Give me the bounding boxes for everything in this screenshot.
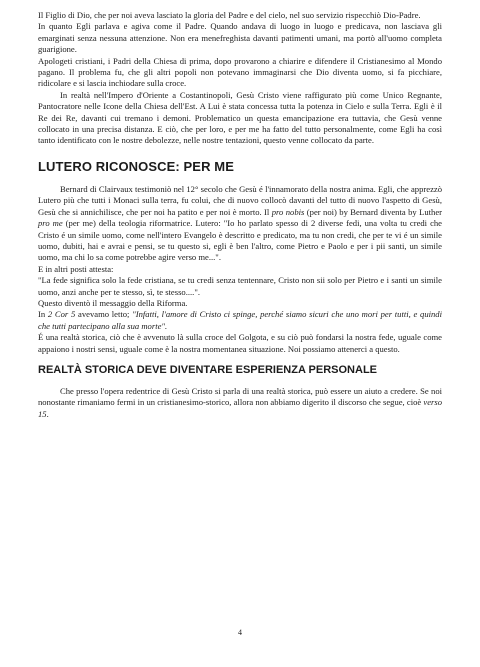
lutero-p1-text-a: Bernard di Clairvaux testimoniò nel 12° secolo che Gesù é l'innamorato della nostra anima. Egli, che apprezzò Lutero più che tutti i Monaci sulla terra, fu colui, che di nuovo collocò davanti del tutto di nuovo l'aspetto di Gesù, Gesù che si annichilisce, che per noi ha patito e per noi è morto. Il [38, 183, 442, 217]
cor-text-b: avevamo letto; [75, 309, 133, 320]
lutero-paragraph-1 [38, 184, 442, 264]
lutero-p1-text-c: (per me) della teologia riformatrice. Lutero: "Io ho parlato spesso di 2 diverse fedi, una volta tu credi che Cristo é un simile uomo, come nell'intero Evangelo è descritto e predicato, ma tu non credi, che per te vi é un simile uomo, dubiti, hai e avrai e pensi, se tu questo si, egli è ben l'altro, come Pietro e Paolo e per i pii santi, un simile uomo, ma chi lo sa come potrebbe agire verso me...". [38, 218, 442, 263]
intro-paragraph-4: In realtà nell'Impero d'Oriente a Costantinopoli, Gesù Cristo viene raffigurato più come Unico Regnante, Pantocratore nelle Icone della Chiesa dell'Est. A Lui è stata concessa tutta la potenza in Cielo e sulla Terra. Egli è il Re dei Re, davanti cui tremano i demoni. Problematico un questa emancipazione era tuttavia, che Gesù venne collocato in una precisa distanza. E ciò, che per loro, e per me ha fatto del tutto personalmente, come Egli ha così tanto identificato con le nostre debolezze, nelle nostre tentazioni, questo venne collocato da parte. [38, 89, 442, 146]
lutero-paragraph-6: É una realtà storica, ciò che è avvenuto là sulla croce del Golgota, e su ciò può fondarsi la nostra fede, uguale come appaiono i nostri sensi, uguale come è la nostra momentanea situazione. Noi possiamo attenerci a questo. [38, 332, 442, 354]
verse-reference: verso 15 [38, 397, 442, 419]
lutero-p1-text-b: (per noi) by Bernard diventa by Luther [304, 206, 443, 217]
realta-p1-text-a: Che presso l'opera redentrice di Gesù Cristo si parla di una realtà storica, può essere un aiuto a credere. Se noi nonostante rimaniamo fermi in un cristianesimo-storico, allora non abbiamo digerito il discorso che segue, cioè [38, 385, 442, 408]
intro-paragraph-1: Il Figlio di Dio, che per noi aveva lasciato la gloria del Padre e del cielo, nel suo servizio rispecchiò Dio-Padre. [38, 10, 421, 20]
corinthians-paragraph [38, 309, 442, 332]
realta-paragraph-1 [38, 386, 442, 420]
page-number: 4 [238, 628, 242, 637]
section-heading-lutero: LUTERO RICONOSCE: PER ME [38, 158, 234, 174]
cor-text-a: In [38, 309, 48, 320]
cor-quote: "Infatti, l'amore di Cristo ci spinge, perché siamo sicuri che uno mori per tutti, e quindi che tutti partecipano alla sua morte". [38, 309, 442, 331]
pro-nobis-term: pro nobis [271, 206, 305, 217]
lutero-paragraph-2: E in altri posti attesta: [38, 263, 114, 274]
document-page [38, 10, 442, 420]
intro-paragraph-3: Apologeti cristiani, i Padri della Chiesa di prima, dopo provarono a chiarire e difendere il Cristianesimo al Mondo pagano. Il problema fu, che gli altri popoli non potevano immaginarsi che Dio diventa uomo, si fa picchiare, ridicolare e si lascia inchiodare sulla croce. [38, 55, 442, 89]
section-heading-realta: REALTÀ STORICA DEVE DIVENTARE ESPERIENZA PERSONALE [38, 363, 378, 376]
pro-me-term: pro me [38, 218, 63, 229]
cor-reference: 2 Cor 5 [47, 309, 76, 320]
intro-paragraph-2: In quanto Egli parlava e agiva come il Padre. Quando andava di luogo in luogo e predicava, non lasciava gli emarginati senza nessuna attenzione. Non era menefreghista davanti patimenti umani, ma portò all'uomo completa guarigione. [38, 21, 442, 55]
lutero-paragraph-4: Questo diventò il messaggio della Riforma. [38, 297, 188, 308]
realta-p1-text-b: . [46, 408, 49, 419]
lutero-quote: "La fede significa solo la fede cristiana, se tu credi senza tentennare, Cristo non sii solo per Pietro e i santi un simile uomo, anzi anche per te stesso, sì, te stesso....". [38, 275, 442, 297]
